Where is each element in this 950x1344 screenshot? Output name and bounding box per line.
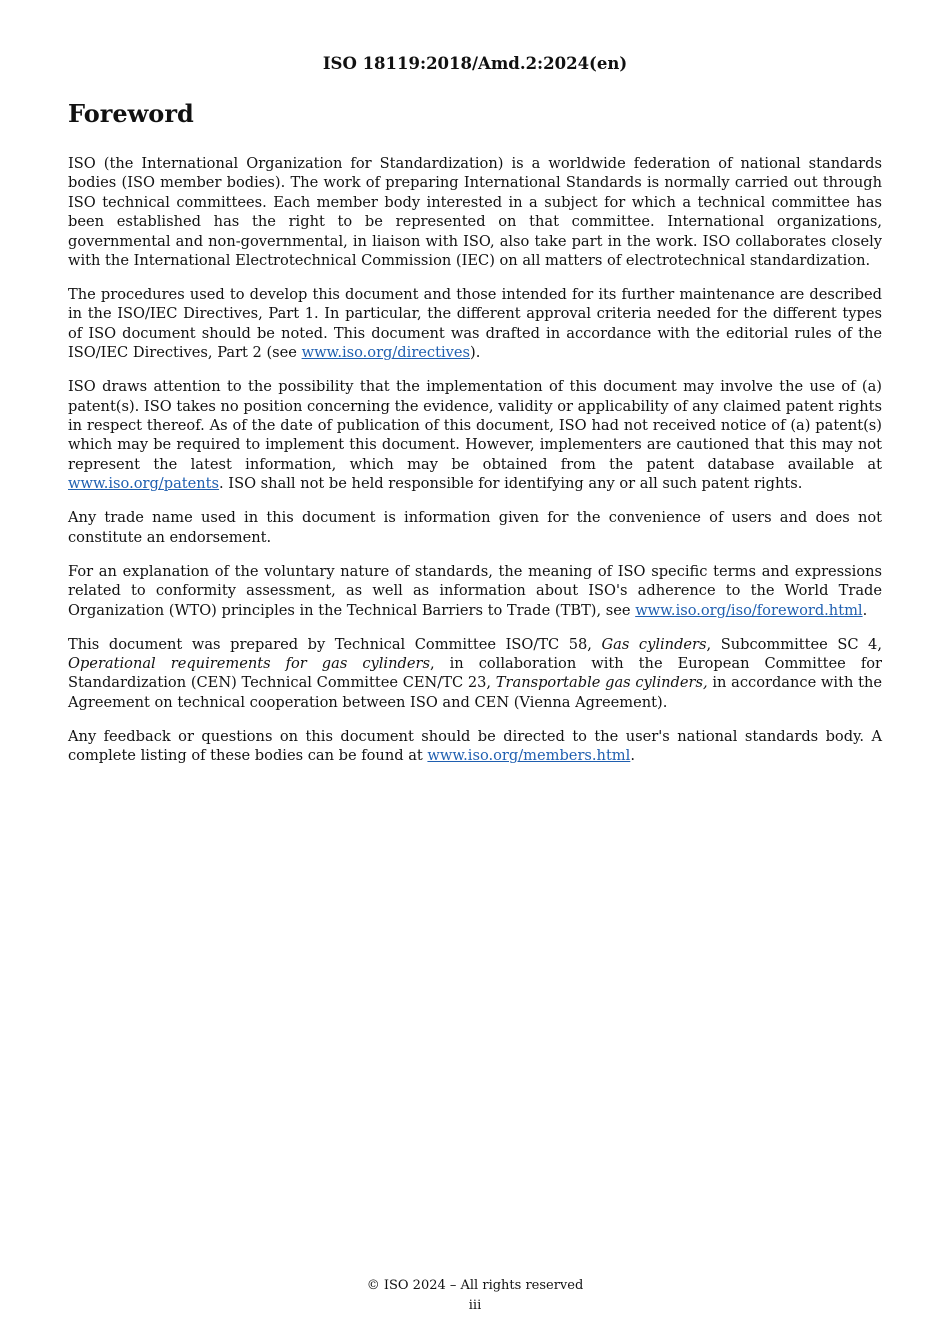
cen-committee-name: Transportable gas cylinders, bbox=[495, 674, 708, 692]
paragraph-feedback bbox=[68, 727, 882, 766]
paragraph-text: . bbox=[630, 747, 635, 765]
patents-link[interactable]: www.iso.org/patents bbox=[68, 475, 220, 493]
directives-link[interactable]: www.iso.org/directives bbox=[301, 344, 471, 362]
paragraph-patents bbox=[68, 377, 882, 493]
members-link[interactable]: www.iso.org/members.html bbox=[427, 747, 631, 765]
page-footer bbox=[0, 1276, 950, 1316]
page-title: Foreword bbox=[68, 99, 194, 128]
paragraph-text: in accordance with the Agreement on technical cooperation between ISO and CEN (Vienna Agreement). bbox=[68, 674, 882, 711]
page-number: iii bbox=[468, 1298, 482, 1313]
foreword-body bbox=[68, 154, 882, 780]
paragraph-trade-name bbox=[68, 508, 882, 547]
paragraph-text: . ISO shall not be held responsible for identifying any or all such patent rights. bbox=[219, 475, 803, 493]
paragraph-text: ISO draws attention to the possibility that the implementation of this document may involve the use of (a) patent(s). ISO takes no position concerning the evidence, validity or applicability of any claimed patent rights in respect thereof. As of the date of publication of this document, ISO had not received notice of (a) patent(s) which may be required to implement this document. However, implementers are cautioned that this may not represent the latest information, which may be obtained from the patent database available at bbox=[68, 378, 882, 473]
committee-name: Gas cylinders bbox=[601, 635, 707, 653]
paragraph-text: ). bbox=[470, 344, 481, 362]
paragraph-organization bbox=[68, 154, 882, 270]
foreword-link[interactable]: www.iso.org/iso/foreword.html bbox=[635, 601, 863, 619]
paragraph-committee bbox=[68, 635, 882, 713]
paragraph-voluntary-nature bbox=[68, 562, 882, 620]
paragraph-text: ISO (the International Organization for Standardization) is a worldwide federation of national standards bodies (ISO member bodies). The work of preparing International Standards is normally carried out through ISO technical committees. Each member body interested in a subject for which a technical committee has been established has the right to be represented on that committee. International organizations, governmental and non-governmental, in liaison with ISO, also take part in the work. ISO collaborates closely with the International Electrotechnical Commission (IEC) on all matters of electrotechnical standardization. bbox=[68, 155, 882, 270]
paragraph-text: Any feedback or questions on this document should be directed to the user's national standards body. A complete listing of these bodies can be found at bbox=[68, 727, 882, 765]
copyright-notice: © ISO 2024 – All rights reserved bbox=[366, 1278, 584, 1293]
subcommittee-name: Operational requirements for gas cylinders bbox=[68, 654, 430, 672]
paragraph-text: Any trade name used in this document is information given for the convenience of users and does not constitute an endorsement. bbox=[68, 509, 882, 546]
paragraph-text: The procedures used to develop this document and those intended for its further maintenance are described in the ISO/IEC Directives, Part 1. In particular, the different approval criteria needed for the different types of ISO document should be noted. This document was drafted in accordance with the editorial rules of the ISO/IEC Directives, Part 2 (see bbox=[68, 286, 882, 362]
paragraph-text: For an explanation of the voluntary nature of standards, the meaning of ISO specific terms and expressions related to conformity assessment, as well as information about ISO's adherence to the World Trade Organization (WTO) principles in the Technical Barriers to Trade (TBT), see bbox=[68, 562, 882, 619]
paragraph-text: , Subcommittee SC 4, bbox=[706, 635, 882, 653]
paragraph-text: , in collaboration with the European Committee for Standardization (CEN) Technical Committee CEN/TC 23, bbox=[68, 654, 883, 692]
paragraph-text: This document was prepared by Technical Committee ISO/TC 58, bbox=[68, 635, 602, 653]
document-header: ISO 18119:2018/Amd.2:2024(en) bbox=[322, 54, 628, 73]
paragraph-procedures bbox=[68, 285, 882, 363]
paragraph-text: . bbox=[862, 601, 868, 619]
